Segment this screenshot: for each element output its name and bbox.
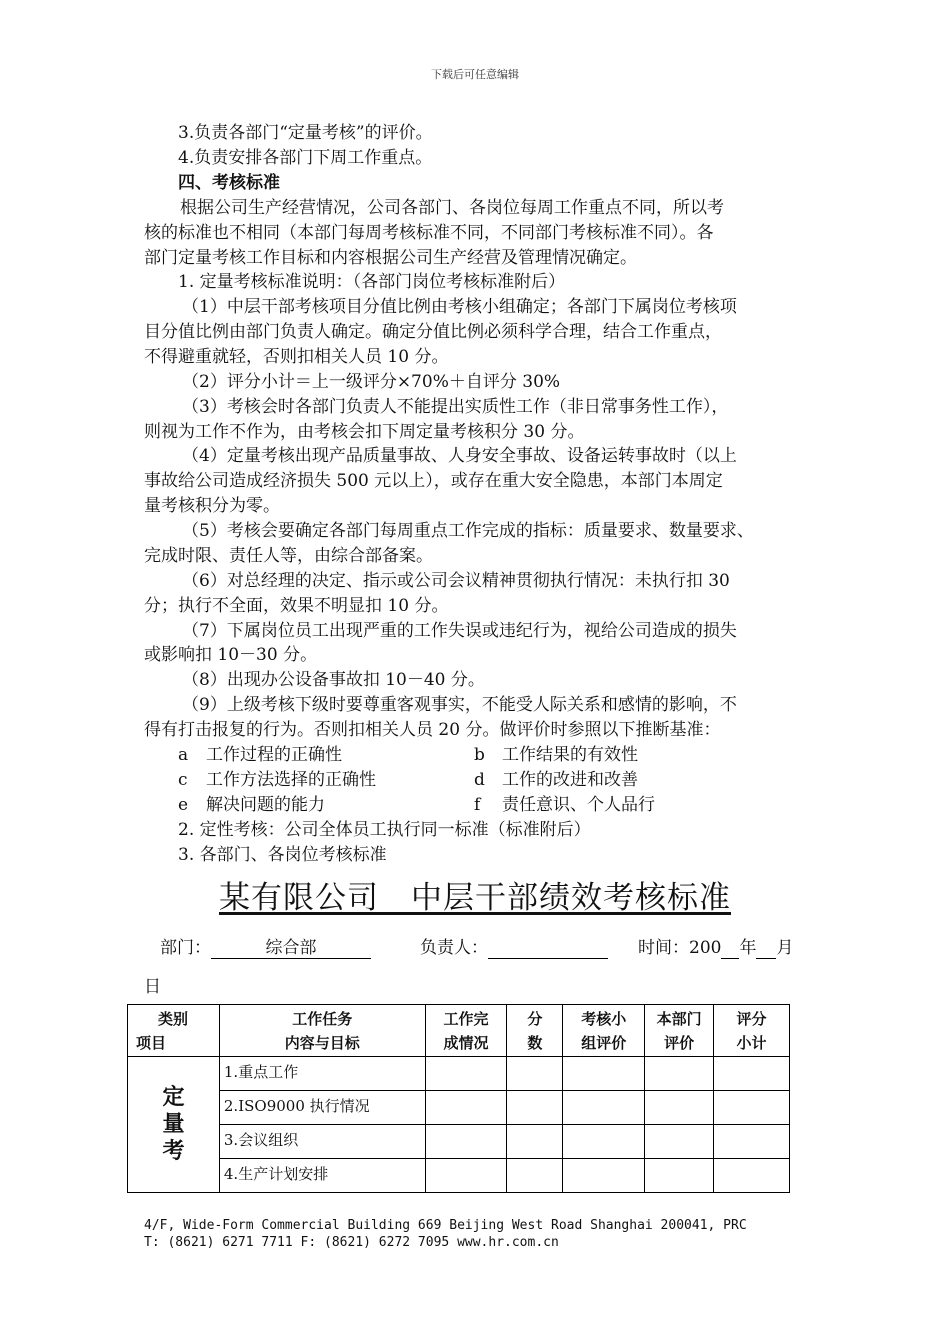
paragraph-line: （8）出现办公设备事故扣 10－40 分。 [182,670,485,690]
paragraph-line: 部门定量考核工作目标和内容根据公司生产经营及管理情况确定。 [144,248,637,268]
criteria-item [474,743,638,768]
task-cell: 4.生产计划安排 [219,1159,425,1193]
owner-label: 负责人： [420,938,488,958]
paragraph-line: 4.负责安排各部门下周工作重点。 [178,148,433,168]
paragraph-line: （1）中层干部考核项目分值比例由考核小组确定；各部门下属岗位考核项 [182,297,737,317]
empty-cell[interactable] [645,1125,714,1159]
table-row [128,1057,790,1091]
header-category: 类别 项目 [128,1005,220,1057]
empty-cell[interactable] [425,1159,507,1193]
owner-value [488,938,608,959]
department-label: 部门： [160,938,211,958]
paragraph-line: （7）下属岗位员工出现严重的工作失误或违纪行为，视给公司造成的损失 [182,621,737,641]
paragraph-line: 完成时限、责任人等，由综合部备案。 [144,546,433,566]
header-dept-eval: 本部门 评价 [645,1005,714,1057]
criteria-letter: c [178,770,188,790]
paragraph-line: 目分值比例由部门负责人确定。确定分值比例必须科学合理，结合工作重点， [144,322,722,342]
page-header-note: 下载后可任意编辑 [431,68,519,81]
paragraph-line: （6）对总经理的决定、指示或公司会议精神贯彻执行情况：未执行扣 30 [182,571,730,591]
empty-cell[interactable] [507,1057,563,1091]
paragraph-line: 或影响扣 10－30 分。 [144,645,318,665]
owner-field [420,933,608,959]
criteria-text: 工作的改进和改善 [502,770,638,790]
form-title: 某有限公司 中层干部绩效考核标准 [219,880,731,916]
task-cell: 2.ISO9000 执行情况 [219,1091,425,1125]
task-cell: 1.重点工作 [219,1057,425,1091]
criteria-item [178,793,325,818]
paragraph-line: 则视为工作不作为，由考核会扣下周定量考核积分 30 分。 [144,422,585,442]
empty-cell[interactable] [425,1057,507,1091]
paragraph-line: 3. 各部门、各岗位考核标准 [178,845,387,865]
empty-cell[interactable] [563,1057,645,1091]
date-field [638,933,793,959]
empty-cell[interactable] [425,1125,507,1159]
empty-cell[interactable] [645,1091,714,1125]
paragraph-line: 量考核积分为零。 [144,496,280,516]
month-blank [756,938,776,959]
section-heading: 四、考核标准 [178,173,280,193]
paragraph-line: （5）考核会要确定各部门每周重点工作完成的指标：质量要求、数量要求、 [182,521,754,541]
paragraph-line: （3）考核会时各部门负责人不能提出实质性工作（非日常事务性工作）， [182,397,729,417]
empty-cell[interactable] [563,1125,645,1159]
paragraph-line: 不得避重就轻，否则扣相关人员 10 分。 [144,347,449,367]
header-completion: 工作完 成情况 [425,1005,507,1057]
criteria-letter: d [474,770,485,790]
empty-cell[interactable] [563,1159,645,1193]
paragraph-line: 2. 定性考核：公司全体员工执行同一标准（标准附后） [178,820,591,840]
footer-contact: T: (8621) 6271 7711 F: (8621) 6272 7095 www.hr.com.cn [144,1235,559,1250]
paragraph-line: 核的标准也不相同（本部门每周考核标准不同，不同部门考核标准不同）。各 [144,223,714,243]
time-label: 时间：200 [638,938,722,958]
paragraph-line: 事故给公司造成经济损失 500 元以上），或存在重大安全隐患，本部门本周定 [144,471,723,491]
empty-cell[interactable] [507,1091,563,1125]
criteria-text: 工作过程的正确性 [206,745,342,765]
paragraph-line: （9）上级考核下级时要尊重客观事实，不能受人际关系和感情的影响，不 [182,695,737,715]
task-cell: 3.会议组织 [219,1125,425,1159]
empty-cell[interactable] [507,1159,563,1193]
criteria-letter: f [474,795,481,815]
day-label: 日 [144,977,161,997]
paragraph-line: 1. 定量考核标准说明：（各部门岗位考核标准附后） [178,272,566,292]
empty-cell[interactable] [714,1091,790,1125]
criteria-text: 工作结果的有效性 [502,745,638,765]
empty-cell[interactable] [645,1159,714,1193]
department-field [160,933,371,959]
criteria-letter: e [178,795,189,815]
header-task: 工作任务 内容与目标 [219,1005,425,1057]
table-row [128,1125,790,1159]
table-row [128,1091,790,1125]
empty-cell[interactable] [645,1057,714,1091]
empty-cell[interactable] [563,1091,645,1125]
criteria-text: 工作方法选择的正确性 [206,770,376,790]
criteria-item [178,743,342,768]
quantitative-label: 定 量 考 [128,1057,220,1193]
empty-cell[interactable] [507,1125,563,1159]
paragraph-line: 根据公司生产经营情况，公司各部门、各岗位每周工作重点不同，所以考 [180,198,724,218]
header-score: 分 数 [507,1005,563,1057]
criteria-text: 责任意识、个人品行 [502,795,655,815]
empty-cell[interactable] [714,1159,790,1193]
criteria-item [178,768,376,793]
paragraph-line: （2）评分小计＝上一级评分×70%＋自评分 30% [182,372,561,392]
header-panel-eval: 考核小 组评价 [563,1005,645,1057]
paragraph-line: 得有打击报复的行为。否则扣相关人员 20 分。做评价时参照以下推断基准： [144,720,721,740]
paragraph-line: （4）定量考核出现产品质量事故、人身安全事故、设备运转事故时（以上 [182,446,737,466]
table-row [128,1159,790,1193]
header-subtotal: 评分 小计 [714,1005,790,1057]
criteria-letter: b [474,745,485,765]
department-value: 综合部 [211,933,371,959]
criteria-item [474,793,655,818]
footer-address: 4/F, Wide-Form Commercial Building 669 Beijing West Road Shanghai 200041, PRC [144,1218,747,1233]
criteria-letter: a [178,745,189,765]
empty-cell[interactable] [425,1091,507,1125]
year-blank [721,938,739,959]
year-label: 年 [739,938,757,958]
assessment-table [127,1004,790,1193]
empty-cell[interactable] [714,1057,790,1091]
paragraph-line: 3.负责各部门“定量考核”的评价。 [178,123,433,143]
month-label: 月 [776,938,794,958]
paragraph-line: 分；执行不全面，效果不明显扣 10 分。 [144,596,449,616]
criteria-text: 解决问题的能力 [206,795,325,815]
table-header-row [128,1005,790,1057]
empty-cell[interactable] [714,1125,790,1159]
criteria-item [474,768,638,793]
